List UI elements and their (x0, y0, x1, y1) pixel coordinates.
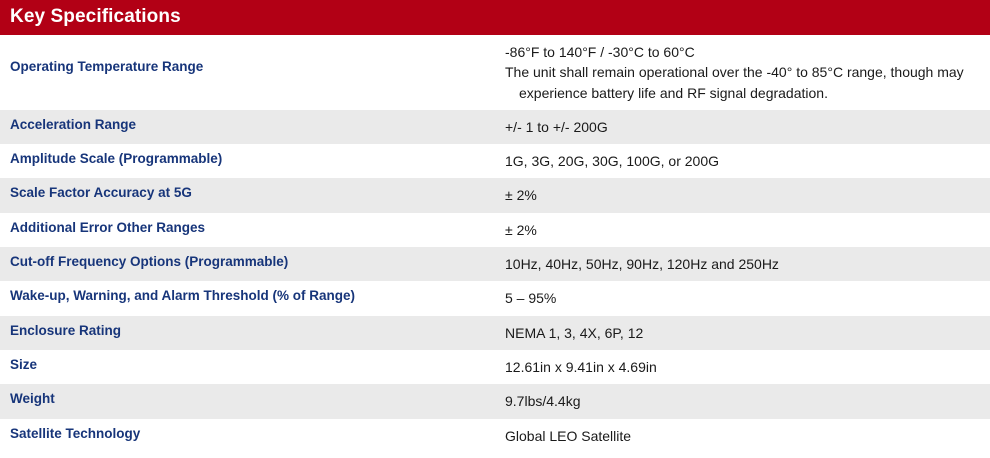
table-row (0, 350, 990, 384)
table-header-row (0, 0, 990, 35)
spec-value-line: -86°F to 140°F / -30°C to 60°C (505, 44, 695, 60)
spec-value (495, 316, 990, 350)
table-row (0, 316, 990, 350)
spec-label: Wake-up, Warning, and Alarm Threshold (% of Range) (0, 281, 495, 315)
spec-value (495, 110, 990, 144)
spec-value (495, 384, 990, 418)
spec-value (495, 247, 990, 281)
spec-label: Satellite Technology (0, 419, 495, 453)
spec-value (495, 350, 990, 384)
spec-value-line: Global LEO Satellite (505, 427, 632, 444)
spec-value (495, 419, 990, 453)
spec-value-line: ± 2% (505, 187, 537, 204)
spec-value-line: 12.61in x 9.41in x 4.69in (505, 358, 657, 375)
spec-value-line: 9.7lbs/4.4kg (505, 393, 581, 410)
spec-label: Operating Temperature Range (0, 35, 495, 110)
spec-value-line: +/- 1 to +/- 200G (505, 118, 608, 135)
table-row (0, 178, 990, 212)
table-row (0, 144, 990, 178)
spec-label: Scale Factor Accuracy at 5G (0, 178, 495, 212)
spec-label: Additional Error Other Ranges (0, 213, 495, 247)
spec-label: Enclosure Rating (0, 316, 495, 350)
spec-label: Cut-off Frequency Options (Programmable) (0, 247, 495, 281)
table-row (0, 384, 990, 418)
spec-label: Acceleration Range (0, 110, 495, 144)
spec-value (495, 281, 990, 315)
spec-label: Size (0, 350, 495, 384)
spec-value-line: ± 2% (505, 221, 537, 238)
spec-value-line: 10Hz, 40Hz, 50Hz, 90Hz, 120Hz and 250Hz (505, 256, 779, 273)
spec-value-line: 5 – 95% (505, 290, 557, 307)
spec-value-line: NEMA 1, 3, 4X, 6P, 12 (505, 324, 644, 341)
spec-value-line: 1G, 3G, 20G, 30G, 100G, or 200G (505, 153, 720, 170)
table-row (0, 281, 990, 315)
spec-value (495, 35, 990, 110)
table-row (0, 419, 990, 453)
spec-value-line: The unit shall remain operational over the -40° to 85°C range, though may experience battery life and RF signal degradation. (505, 64, 964, 101)
spec-label: Amplitude Scale (Programmable) (0, 144, 495, 178)
table-row (0, 247, 990, 281)
spec-value (495, 178, 990, 212)
spec-value (495, 213, 990, 247)
spec-label: Weight (0, 384, 495, 418)
table-row (0, 110, 990, 144)
table-row (0, 35, 990, 110)
table-row (0, 213, 990, 247)
page-title: Key Specifications (0, 0, 990, 35)
spec-value (495, 144, 990, 178)
